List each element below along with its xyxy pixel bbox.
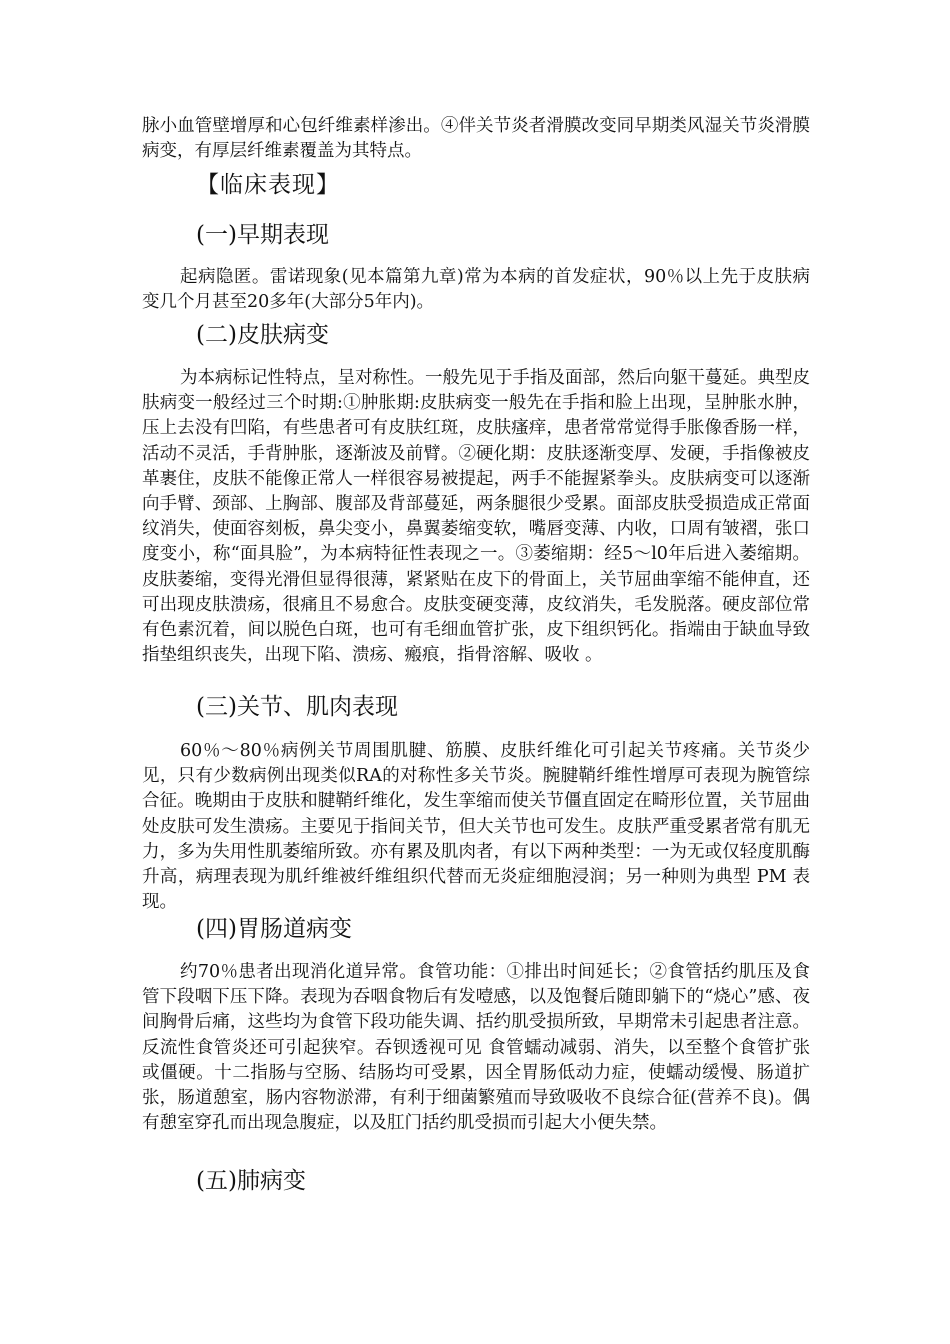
heading-lung-lesions: (五)肺病变 [196,1168,306,1194]
paragraph-skin-lesions: 为本病标记性特点，呈对称性。一般先见于手指及面部，然后向躯干蔓延。典型皮肤病变一般经过三个时期:①肿胀期:皮肤病变一般先在手指和脸上出现，呈肿胀水肿，压上去没有凹陷，有些患者可有皮肤红斑，皮肤瘙痒，患者常常觉得手胀像香肠一样，活动不灵活，手背肿胀，逐渐波及前臂。②硬化期：皮肤逐渐变厚、发硬，手指像被皮革裹住，皮肤不能像正常人一样很容易被提起，两手不能握紧拳头。皮肤病变可以逐渐向手臂、颈部、上胸部、腹部及背部蔓延，两条腿很少受累。面部皮肤受损造成正常面纹消失，使面容刻板，鼻尖变小，鼻翼萎缩变软，嘴唇变薄、内收，口周有皱褶，张口度变小，称“面具脸”，为本病特征性表现之一。③萎缩期：经5～l0年后进入萎缩期。皮肤萎缩，变得光滑但显得很薄，紧紧贴在皮下的骨面上，关节屈曲挛缩不能伸直，还可出现皮肤溃疡，很痛且不易愈合。皮肤变硬变薄，皮纹消失，毛发脱落。硬皮部位常有色素沉着，间以脱色白斑，也可有毛细血管扩张，皮下组织钙化。指端由于缺血导致指垫组织丧失，出现下陷、溃疡、瘢痕，指骨溶解、吸收 。 [142,368,810,666]
heading-joint-muscle: (三)关节、肌肉表现 [196,694,398,720]
paragraph-gastrointestinal: 约70％患者出现消化道异常。食管功能：①排出时间延长；②食管括约肌压及食管下段咽下压下降。表现为吞咽食物后有发噎感，以及饱餐后随即躺下的“烧心”感、夜间胸骨后痛，这些均为食管下段功能失调、括约肌受损所致，早期常未引起患者注意。 反流性食管炎还可引起狭窄。吞钡透视可见 食管蠕动减弱、消失，以至整个食管扩张或僵硬。十二指肠与空肠、结肠均可受累，因全胃肠低动力症，使蠕动缓慢、肠道扩张，肠道憩室，肠内容物淤滞，有利于细菌繁殖而导致吸收不良综合征(营养不良)。偶有憩室穿孔而出现急腹症，以及肛门括约肌受损而引起大小便失禁。 [142,962,810,1134]
heading-gastrointestinal: (四)胃肠道病变 [196,916,352,942]
heading-skin-lesions: (二)皮肤病变 [196,322,329,348]
heading-early-manifestations: (一)早期表现 [196,222,329,248]
intro-paragraph: 脉小血管壁增厚和心包纤维素样渗出。④伴关节炎者滑膜改变同早期类风湿关节炎滑膜病变，有厚层纤维素覆盖为其特点。 [142,116,810,162]
paragraph-joint-muscle: 60％～80％病例关节周围肌腱、筋膜、皮肤纤维化可引起关节疼痛。关节炎少见，只有少数病例出现类似RA的对称性多关节炎。腕腱鞘纤维性增厚可表现为腕管综合征。晚期由于皮肤和腱鞘纤维化，发生挛缩而使关节僵直固定在畸形位置，关节屈曲处皮肤可发生溃疡。主要见于指间关节，但大关节也可发生。皮肤严重受累者常有肌无力，多为失用性肌萎缩所致。亦有累及肌肉者，有以下两种类型：一为无或仅轻度肌酶升高，病理表现为肌纤维被纤维组织代替而无炎症细胞浸润；另一种则为典型 PM 表现。 [142,741,810,913]
paragraph-early-manifestations: 起病隐匿。雷诺现象(见本篇第九章)常为本病的首发症状，90％以上先于皮肤病变几个月甚至20多年(大部分5年内)。 [142,267,810,313]
section-title: 【临床表现】 [196,172,340,198]
